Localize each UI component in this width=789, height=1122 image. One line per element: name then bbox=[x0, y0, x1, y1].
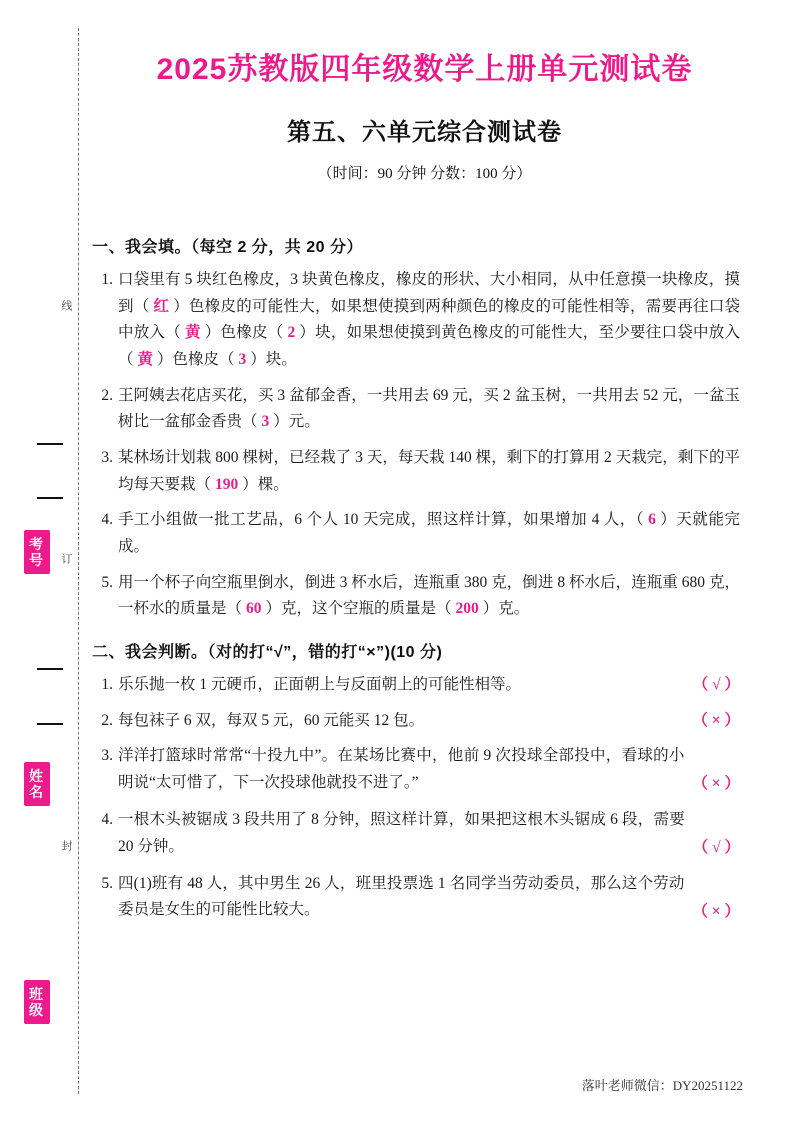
answer-blank: 3 bbox=[238, 350, 247, 368]
footer-watermark: 落叶老师微信：DY20251122 bbox=[581, 1078, 743, 1093]
answer-blank: 黄 bbox=[184, 324, 201, 342]
question-item bbox=[92, 807, 740, 862]
answer-blank: 6 bbox=[648, 511, 656, 529]
question-body bbox=[118, 743, 740, 798]
exam-content bbox=[92, 228, 740, 934]
question-text: ）克。 bbox=[482, 600, 530, 618]
side-tab-xingming-char-1: 姓 bbox=[29, 768, 45, 784]
margin-word-ding: 订 bbox=[60, 553, 72, 565]
side-tab-kaohao-char-2: 号 bbox=[29, 552, 45, 569]
question-number: 1. bbox=[101, 675, 113, 693]
question-text: ）棵。 bbox=[242, 475, 289, 493]
question-text: ）块，如果想使摸到黄色橡皮的可能性大，至少要往口袋中放入（ bbox=[118, 324, 740, 368]
binding-dashed-line bbox=[78, 28, 79, 1094]
question-item bbox=[92, 743, 740, 798]
question-text: 某林场计划栽 800 棵树，已经栽了 3 天，每天栽 140 棵，剩下的打算用 2 天栽完，剩下的平均每天要栽（ bbox=[118, 448, 740, 493]
question-item bbox=[92, 383, 740, 436]
question-body bbox=[118, 570, 740, 623]
question-text: 洋洋打篮球时常常“十投九中”。在某场比赛中，他前 9 次投球全部投中，看球的小明说“太可惜了，下一次投球他就投不进了。” bbox=[118, 747, 685, 791]
question-item bbox=[92, 267, 740, 374]
question-number: 3. bbox=[101, 448, 113, 466]
question-text: 用一个杯子向空瓶里倒水，倒进 3 杯水后，连瓶重 380 克，倒进 8 杯水后，连瓶重 680 克，一杯水的质量是（ bbox=[118, 573, 740, 618]
answer-blank: 2 bbox=[287, 324, 296, 342]
question-number: 3. bbox=[101, 747, 113, 765]
question-body bbox=[118, 672, 740, 699]
answer-blank: 190 bbox=[215, 475, 239, 493]
question-text: 每包袜子 6 双，每双 5 元，60 元能买 12 包。 bbox=[118, 711, 425, 729]
question-item bbox=[92, 871, 740, 926]
question-number: 5. bbox=[101, 573, 113, 591]
question-body bbox=[118, 807, 740, 862]
margin-rule-1 bbox=[37, 443, 63, 445]
answer-blank: 200 bbox=[455, 600, 479, 618]
question-body bbox=[118, 708, 740, 735]
judge-result: （ × ） bbox=[692, 775, 740, 793]
question-body bbox=[118, 267, 740, 374]
judge-result: （ × ） bbox=[692, 902, 740, 920]
question-item bbox=[92, 570, 740, 623]
answer-blank: 3 bbox=[261, 413, 270, 431]
judge-result: （ × ） bbox=[692, 711, 740, 729]
side-tab-kaohao bbox=[24, 530, 50, 574]
margin-rule-4 bbox=[37, 723, 63, 725]
side-tab-banji-char-1: 班 bbox=[29, 986, 45, 1002]
question-text: 王阿姨去花店买花，买 3 盆郁金香，一共用去 69 元，买 2 盆玉树，一共用去 52 元，一盆玉树比一盆郁金香贵（ bbox=[118, 386, 740, 431]
question-text: 一根木头被锯成 3 段共用了 8 分钟，照这样计算，如果把这根木头锯成 6 段，需要 20 分钟。 bbox=[118, 810, 685, 855]
margin-rule-2 bbox=[37, 497, 63, 499]
question-text: ）色橡皮（ bbox=[204, 324, 284, 342]
side-tab-banji-char-2: 级 bbox=[29, 1002, 45, 1019]
judge-result: （ √ ） bbox=[692, 838, 740, 856]
question-body bbox=[118, 871, 740, 926]
question-number: 2. bbox=[101, 711, 113, 729]
question-number: 4. bbox=[101, 511, 113, 529]
side-tab-xingming bbox=[24, 762, 50, 806]
exam-meta: （时间：90 分钟 分数：100 分） bbox=[317, 166, 532, 182]
question-text: 手工小组做一批工艺品，6 个人 10 天完成，照这样计算，如果增加 4 人，（ bbox=[118, 511, 645, 529]
margin-word-feng: 封 bbox=[60, 840, 72, 852]
page-title: 2025苏教版四年级数学上册单元测试卷 bbox=[156, 53, 693, 86]
question-number: 5. bbox=[101, 874, 113, 892]
page-subtitle: 第五、六单元综合测试卷 bbox=[287, 119, 562, 146]
question-text: ）块。 bbox=[250, 350, 297, 368]
question-text: 口袋里有 5 块红色橡皮，3 块黄色橡皮，橡皮的形状、大小相同，从中任意摸一块橡皮，摸到（ bbox=[118, 271, 740, 315]
question-text: ）色橡皮的可能性大，如果想使摸到两种颜色的橡皮的可能性相等，需要再往口袋中放入（ bbox=[118, 297, 740, 342]
answer-blank: 60 bbox=[246, 600, 262, 618]
judge-result: （ √ ） bbox=[692, 675, 740, 693]
margin-rule-3 bbox=[37, 668, 63, 670]
question-body bbox=[118, 383, 740, 436]
question-text: ）色橡皮（ bbox=[157, 350, 235, 368]
question-body bbox=[118, 445, 740, 498]
question-item bbox=[92, 672, 740, 699]
section-heading-judge: 二、我会判断。（对的打“√”，错的打“×”)(10 分) bbox=[92, 643, 443, 661]
answer-blank: 黄 bbox=[137, 350, 154, 368]
question-item bbox=[92, 507, 740, 560]
margin-word-xian: 线 bbox=[60, 300, 72, 312]
section-heading-fill: 一、我会填。（每空 2 分，共 20 分） bbox=[92, 239, 363, 256]
question-body bbox=[118, 507, 740, 560]
side-tab-xingming-char-2: 名 bbox=[29, 784, 45, 801]
question-text: ）元。 bbox=[273, 413, 320, 431]
question-number: 4. bbox=[101, 810, 113, 828]
question-text: ）克，这个空瓶的质量是（ bbox=[265, 600, 452, 618]
question-item bbox=[92, 708, 740, 735]
question-text: ）天就能完成。 bbox=[118, 511, 740, 555]
question-text: 四(1)班有 48 人，其中男生 26 人，班里投票选 1 名同学当劳动委员，那么这个劳动委员是女生的可能性比较大。 bbox=[118, 874, 685, 919]
question-number: 1. bbox=[101, 271, 113, 288]
question-item bbox=[92, 445, 740, 498]
answer-blank: 红 bbox=[153, 297, 170, 315]
question-number: 2. bbox=[101, 386, 113, 404]
side-tab-banji bbox=[24, 980, 50, 1024]
question-text: 乐乐抛一枚 1 元硬币，正面朝上与反面朝上的可能性相等。 bbox=[118, 675, 522, 693]
side-tab-kaohao-char-1: 考 bbox=[29, 536, 45, 552]
